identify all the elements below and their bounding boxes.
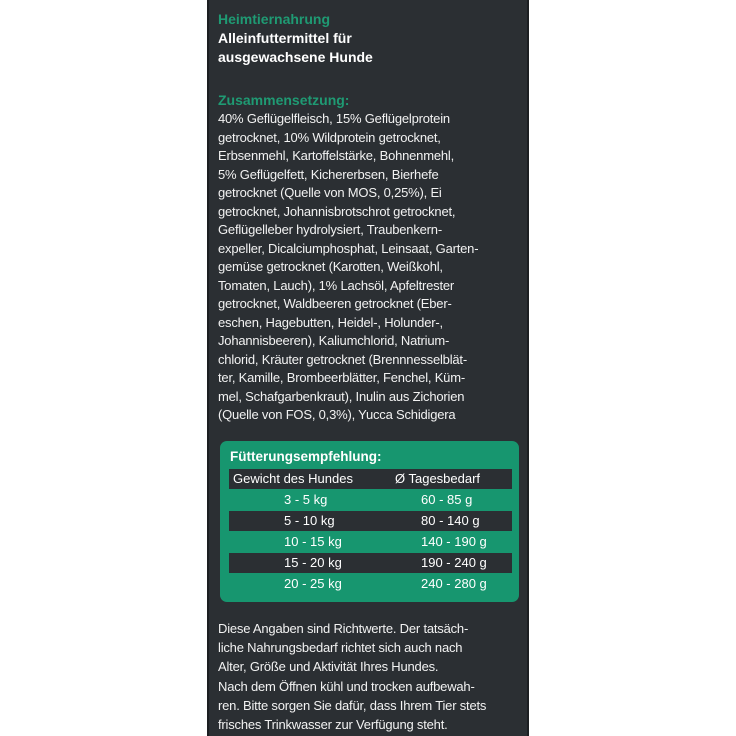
composition-line: gemüse getrocknet (Karotten, Weißkohl, [218, 259, 443, 274]
row-weight: 5 - 10 kg [284, 513, 335, 528]
row-daily-need: 80 - 140 g [421, 513, 480, 528]
note-line: Nach dem Öffnen kühl und trocken aufbewah- [218, 678, 475, 694]
composition-title: Zusammensetzung: [218, 92, 350, 108]
table-row [229, 574, 512, 594]
row-weight: 20 - 25 kg [284, 576, 342, 591]
panel-edge-left [207, 0, 209, 736]
product-line-1: Alleinfuttermittel für [218, 30, 352, 46]
row-daily-need: 190 - 240 g [421, 555, 487, 570]
composition-line: Erbsenmehl, Kartoffelstärke, Bohnenmehl, [218, 148, 455, 163]
table-row [229, 511, 512, 531]
composition-line: eschen, Hagebutten, Heidel-, Holunder-, [218, 314, 443, 330]
composition-line: (Quelle von FOS, 0,3%), Yucca Schidigera [218, 407, 456, 422]
composition-line: Johannisbeeren), Kaliumchlorid, Natrium- [218, 333, 450, 348]
composition-line: 40% Geflügelfleisch, 15% Geflügelprotein [218, 111, 450, 126]
row-daily-need: 60 - 85 g [421, 492, 473, 507]
composition-line: chlorid, Kräuter getrocknet (Brennnesselblät- [218, 351, 467, 367]
composition-line: getrocknet, Johannisbrotschrot getrocknet, [218, 203, 456, 219]
table-row [229, 532, 512, 552]
row-daily-need: 140 - 190 g [421, 534, 487, 549]
product-line-2: ausgewachsene Hunde [218, 49, 373, 65]
feeding-table-header [229, 469, 512, 489]
composition-line: getrocknet, 10% Wildprotein getrocknet, [218, 129, 441, 145]
note-line: Diese Angaben sind Richtwerte. Der tatsäch- [218, 621, 469, 636]
note-line: liche Nahrungsbedarf richtet sich auch nach [218, 640, 463, 656]
composition-line: getrocknet, Waldbeeren getrocknet (Eber- [218, 296, 452, 311]
table-row [229, 490, 512, 510]
feeding-note [218, 619, 523, 734]
header-weight: Gewicht des Hundes [233, 471, 353, 486]
feeding-recommendation-box [220, 441, 519, 602]
composition-line: getrocknet (Quelle von MOS, 0,25%), Ei [218, 185, 442, 200]
row-weight: 10 - 15 kg [284, 534, 342, 549]
table-row [229, 553, 512, 573]
label-panel [207, 0, 529, 736]
note-line: ren. Bitte sorgen Sie dafür, dass Ihrem Tier stets [218, 697, 487, 713]
composition-line: expeller, Dicalciumphosphat, Leinsaat, Garten- [218, 240, 479, 256]
composition-line: Geflügelleber hydrolysiert, Traubenkern- [218, 222, 442, 237]
label-content [218, 10, 518, 425]
composition-line: Tomaten, Lauch), 1% Lachsöl, Apfeltrester [218, 277, 455, 293]
brand-title: Heimtiernahrung [218, 11, 331, 27]
note-line: Alter, Größe und Aktivität Ihres Hundes. [218, 659, 439, 675]
composition-text [218, 110, 518, 425]
feeding-title: Fütterungsempfehlung: [230, 449, 382, 464]
panel-edge-right [527, 0, 529, 736]
header-daily-need: Ø Tagesbedarf [395, 471, 481, 486]
note-line: frisches Trinkwasser zur Verfügung steht. [218, 717, 448, 733]
composition-line: mel, Schafgarbenkraut), Inulin aus Zichorien [218, 388, 465, 404]
row-daily-need: 240 - 280 g [421, 576, 487, 591]
row-weight: 3 - 5 kg [284, 492, 328, 507]
composition-line: 5% Geflügelfett, Kichererbsen, Bierhefe [218, 166, 439, 182]
composition-line: ter, Kamille, Brombeerblätter, Fenchel, Küm- [218, 370, 465, 385]
row-weight: 15 - 20 kg [284, 555, 342, 570]
